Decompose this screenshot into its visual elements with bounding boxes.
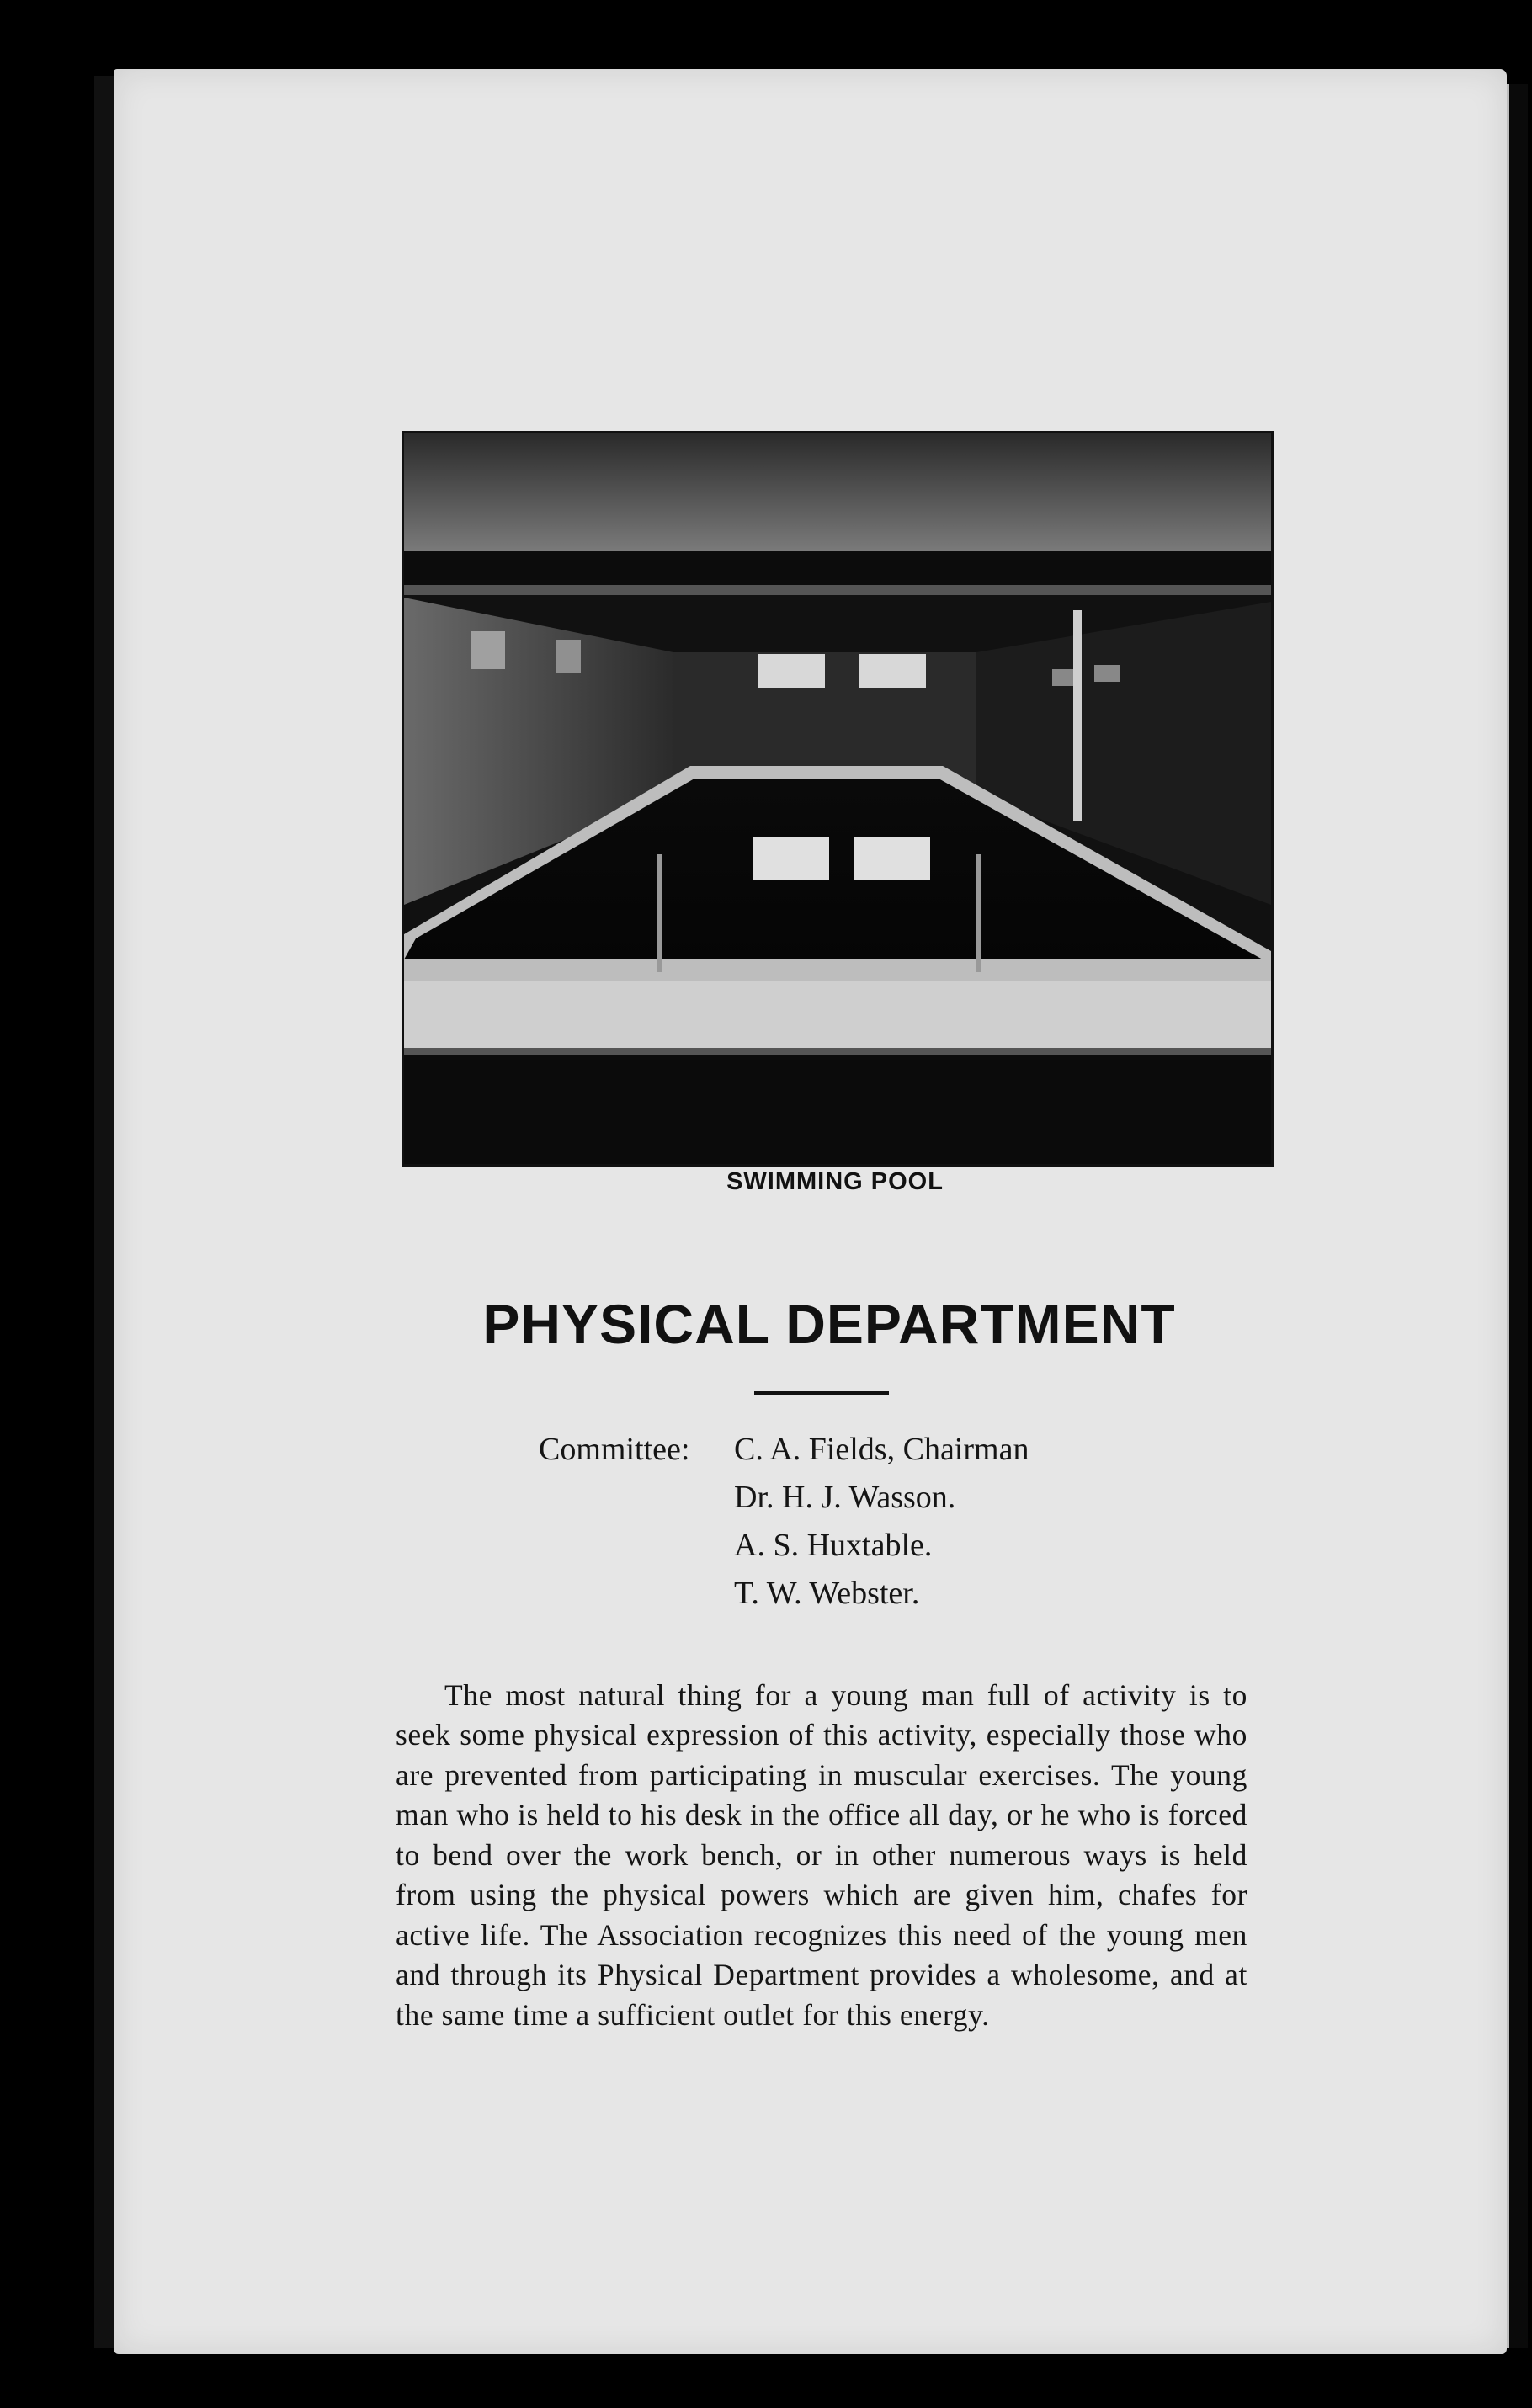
title-divider — [754, 1391, 889, 1395]
committee-member: Dr. H. J. Wasson. — [734, 1480, 956, 1515]
committee-row — [539, 1479, 1212, 1527]
photo-caption: SWIMMING POOL — [726, 1168, 944, 1195]
committee-list — [539, 1431, 1212, 1623]
pool-illustration — [404, 433, 1271, 1164]
committee-row — [539, 1431, 1212, 1479]
committee-row — [539, 1575, 1212, 1623]
committee-row — [539, 1527, 1212, 1575]
committee-label: Committee: — [539, 1432, 690, 1467]
swimming-pool-photo — [402, 431, 1274, 1167]
scan-right-edge — [1507, 84, 1528, 2348]
committee-member: A. S. Huxtable. — [734, 1528, 933, 1563]
committee-member: T. W. Webster. — [734, 1576, 920, 1611]
page-title: PHYSICAL DEPARTMENT — [482, 1293, 1176, 1355]
body-paragraph: The most natural thing for a young man full of activity is to seek some physical expression of this activity, especially those who are prevented from participating in muscular exercises. The young man who is held to his desk in the office all day, or he who is forced to bend over the work bench, or in other numerous ways is held from using the physical powers which are given him, chafes for active life. The Association recognizes this need of the young men and through its Physical Department provides a wholesome, and at the same time a sufficient outlet for this energy. — [396, 1677, 1247, 2032]
committee-member: C. A. Fields, Chairman — [734, 1432, 1029, 1467]
